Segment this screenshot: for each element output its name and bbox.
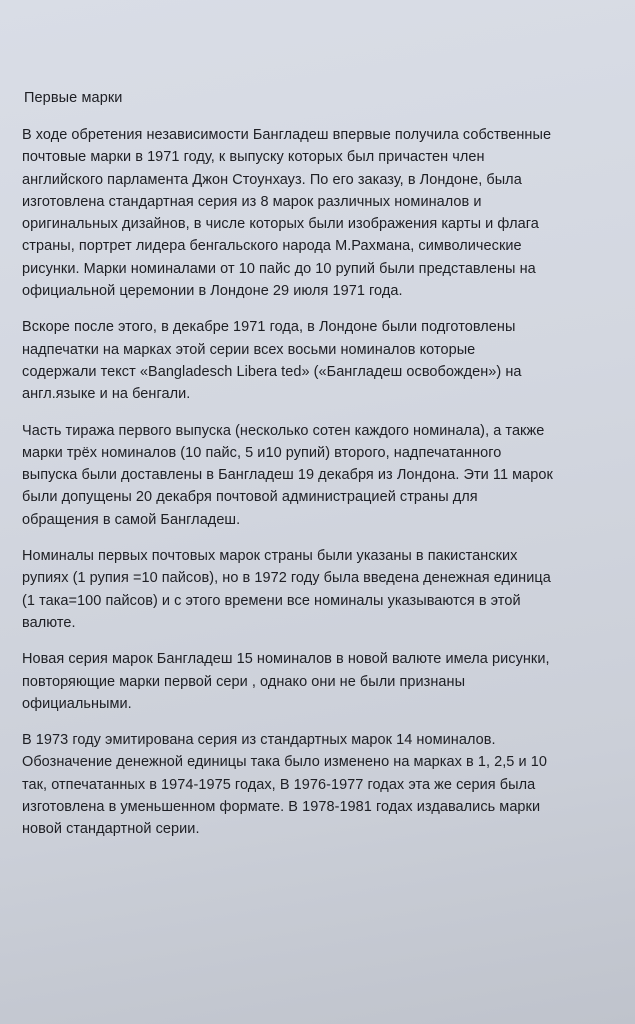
text-line: Часть тиража первого выпуска (несколько сотен каждого номинала), а также <box>22 422 545 439</box>
text-line: новой стандартной серии. <box>22 821 200 838</box>
text-line: В ходе обретения независимости Бангладеш впервые получила собственные <box>22 127 552 143</box>
text-line: официальной церемонии в Лондоне 29 июля 1971 года. <box>22 283 403 300</box>
text-line: Номиналы первых почтовых марок страны были указаны в пакистанских <box>22 548 518 565</box>
text-line: были допущены 20 декабря почтовой администрацией страны для <box>22 489 478 506</box>
text-line: марки трёх номиналов (10 пайс, 5 и10 рупий) второго, надпечатанного <box>22 444 502 461</box>
text-line: официальными. <box>22 695 132 712</box>
paragraph-list <box>22 124 618 841</box>
text-line: изготовлена в уменьшенном формате. В 1978-1981 годах издавались марки <box>22 799 541 816</box>
document-body <box>22 88 618 855</box>
document-title: Первые марки <box>24 90 123 106</box>
text-line: содержали текст «Bangladesch Libera ted» («Бангладеш освобожден») на <box>22 363 522 380</box>
text-line: страны, портрет лидера бенгальского народа М.Рахмана, символические <box>22 238 522 255</box>
paragraph <box>22 545 618 634</box>
text-line: изготовлена стандартная серия из 8 марок различных номиналов и <box>22 193 482 210</box>
paragraph <box>22 124 618 302</box>
paragraph <box>22 316 618 405</box>
text-line: (1 така=100 пайсов) и с этого времени все номиналы указываются в этой <box>22 592 521 609</box>
text-line: надпечатки на марках этой серии всех восьми номиналов которые <box>22 341 476 358</box>
text-line: рисунки. Марки номиналами от 10 пайс до 10 рупий были представлены на <box>22 260 536 277</box>
paragraph <box>22 420 618 531</box>
text-line: Новая серия марок Бангладеш 15 номиналов в новой валюте имела рисунки, <box>22 651 550 668</box>
text-line: англ.языке и на бенгали. <box>22 386 191 403</box>
text-line: выпуска были доставлены в Бангладеш 19 декабря из Лондона. Эти 11 марок <box>22 467 553 484</box>
text-line: валюте. <box>22 614 76 631</box>
text-line: оригинальных дизайнов, в числе которых были изображения карты и флага <box>22 216 539 233</box>
paragraph <box>22 648 618 715</box>
text-line: почтовые марки в 1971 году, к выпуску которых был причастен член <box>22 149 485 166</box>
text-line: В 1973 году эмитирована серия из стандартных марок 14 номиналов. <box>22 732 496 749</box>
text-line: рупиях (1 рупия =10 пайсов), но в 1972 году была введена денежная единица <box>22 570 551 587</box>
text-line: обращения в самой Бангладеш. <box>22 511 241 528</box>
text-line: так, отпечатанных в 1974-1975 годах, В 1976-1977 годах эта же серия была <box>22 776 536 793</box>
text-line: повторяющие марки первой сери , однако они не были признаны <box>22 673 466 690</box>
text-line: Обозначение денежной единицы така было изменено на марках в 1, 2,5 и 10 <box>22 754 547 771</box>
paragraph <box>22 729 618 840</box>
text-line: английского парламента Джон Стоунхауз. По его заказу, в Лондоне, была <box>22 171 522 188</box>
text-line: Вскоре после этого, в декабре 1971 года, в Лондоне были подготовлены <box>22 319 516 336</box>
